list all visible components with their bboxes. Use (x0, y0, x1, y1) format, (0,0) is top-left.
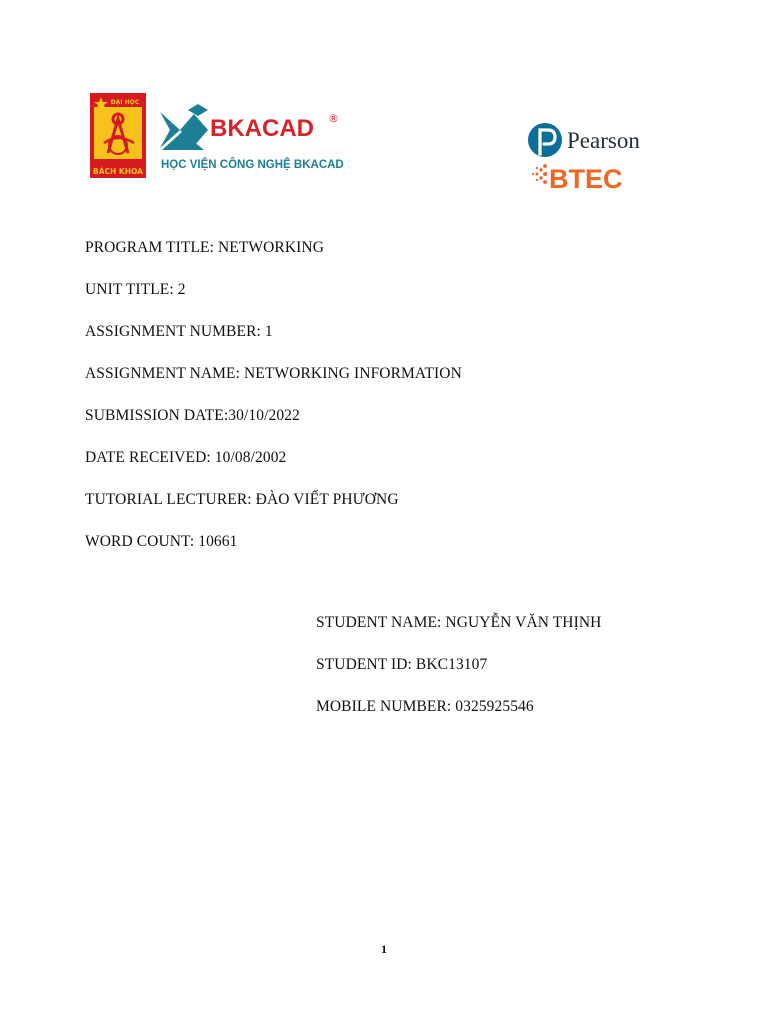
tutorial-lecturer: TUTORIAL LECTURER: ĐÀO VIẾT PHƯƠNG (85, 491, 399, 508)
assignment-name: ASSIGNMENT NAME: NETWORKING INFORMATION (85, 365, 462, 382)
bkacad-brand-text: BKACAD (210, 115, 314, 142)
bach-khoa-logo (90, 93, 146, 178)
btec-brand-text: BTEC (549, 164, 623, 194)
btec-dots-icon (532, 164, 547, 184)
student-id: STUDENT ID: BKC13107 (316, 656, 488, 673)
word-count: WORD COUNT: 10661 (85, 533, 238, 550)
student-name: STUDENT NAME: NGUYỄN VĂN THỊNH (316, 614, 602, 631)
program-title: PROGRAM TITLE: NETWORKING (85, 239, 325, 256)
bkacad-logo (158, 102, 358, 174)
date-received: DATE RECEIVED: 10/08/2002 (85, 449, 287, 466)
submission-date: SUBMISSION DATE:30/10/2022 (85, 407, 300, 424)
bkacad-subtitle: HỌC VIỆN CÔNG NGHỆ BKACAD (161, 159, 344, 171)
mobile-number: MOBILE NUMBER: 0325925546 (316, 698, 534, 715)
page-number: 1 (381, 942, 387, 956)
bk-logo-top-text: ĐẠI HỌC (110, 99, 140, 106)
bk-logo-bottom-text: BÁCH KHOA (93, 167, 143, 176)
registered-mark: ® (328, 112, 339, 125)
pearson-btec-logo (527, 120, 657, 200)
unit-title: UNIT TITLE: 2 (85, 281, 186, 298)
assignment-number: ASSIGNMENT NUMBER: 1 (85, 323, 273, 340)
pearson-brand-text: Pearson (567, 128, 640, 153)
